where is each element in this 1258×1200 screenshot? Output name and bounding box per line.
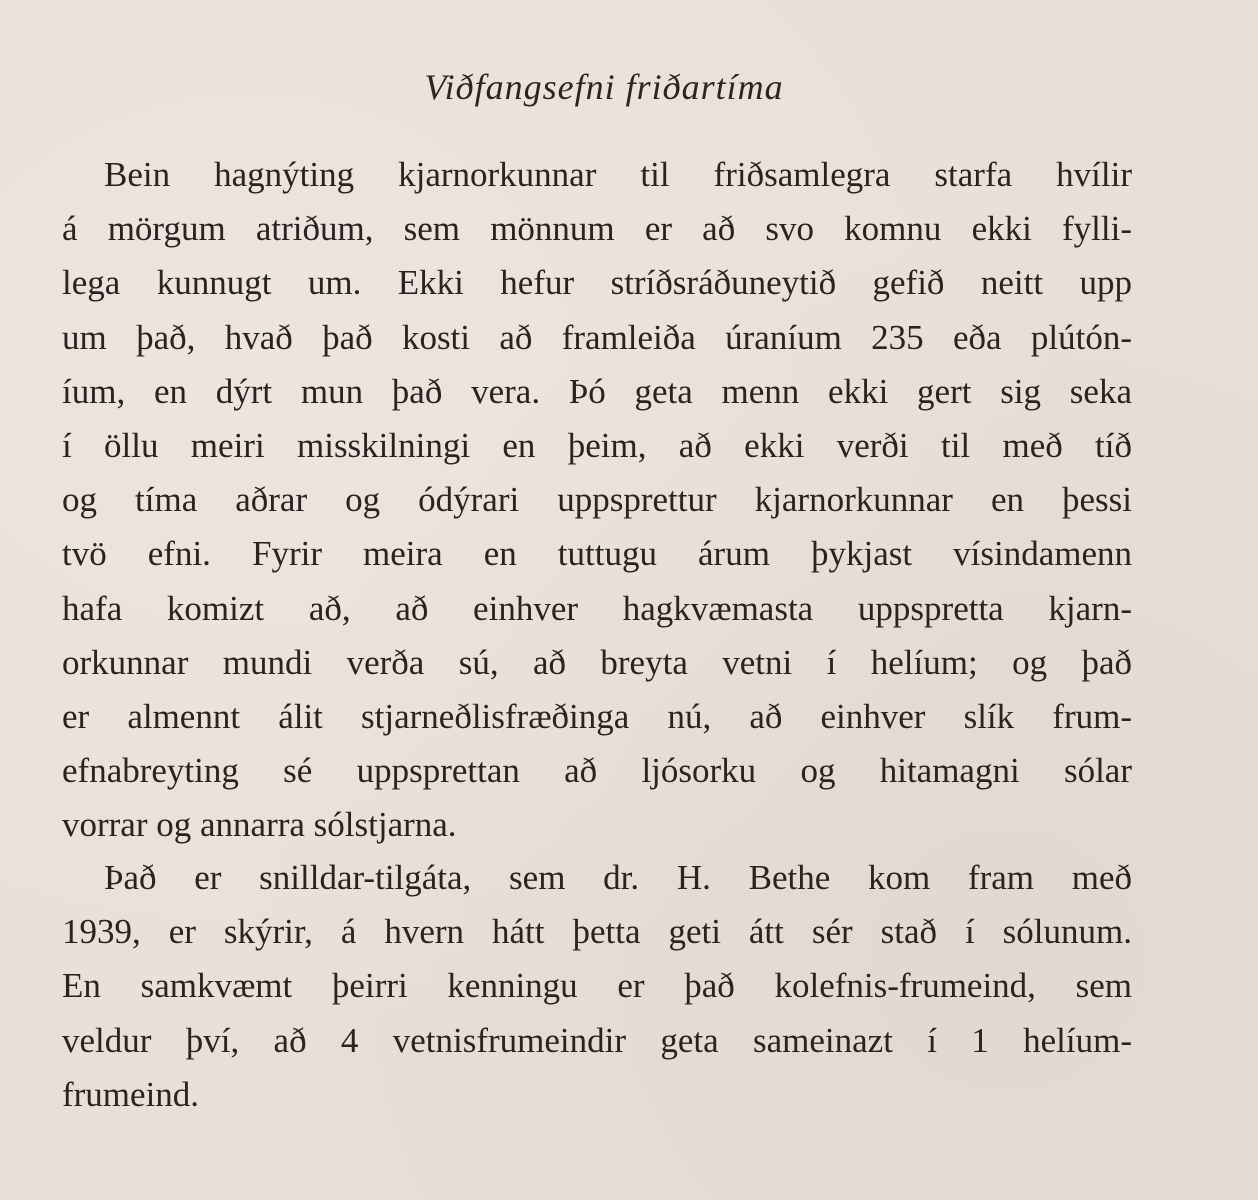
text-line: 1939, er skýrir, á hvern hátt þetta geti átt sér stað í sólunum.	[62, 912, 1132, 952]
text-line: á mörgum atriðum, sem mönnum er að svo komnu ekki fylli-	[62, 209, 1132, 249]
paragraph-2	[62, 851, 1132, 1122]
text-line: veldur því, að 4 vetnisfrumeindir geta sameinazt í 1 helíum-	[62, 1020, 1132, 1060]
text-line: um það, hvað það kosti að framleiða úraníum 235 eða plútón-	[62, 317, 1132, 357]
paragraph-1	[62, 148, 1132, 852]
text-line: En samkvæmt þeirri kenningu er það kolefnis-frumeind, sem	[62, 966, 1132, 1006]
text-line: Bein hagnýting kjarnorkunnar til friðsamlegra starfa hvílir	[104, 155, 1132, 194]
text-line: íum, en dýrt mun það vera. Þó geta menn ekki gert sig seka	[62, 371, 1132, 411]
text-line: er almennt álit stjarneðlisfræðinga nú, að einhver slík frum-	[62, 696, 1132, 736]
text-line: orkunnar mundi verða sú, að breyta vetni í helíum; og það	[62, 642, 1132, 682]
text-line: frumeind.	[62, 1074, 200, 1114]
text-line: Það er snilldar-tilgáta, sem dr. H. Bethe kom fram með	[104, 858, 1132, 897]
text-line: tvö efni. Fyrir meira en tuttugu árum þykjast vísindamenn	[62, 534, 1132, 574]
text-line: og tíma aðrar og ódýrari uppsprettur kjarnorkunnar en þessi	[62, 480, 1132, 520]
section-heading: Viðfangsefni friðartíma	[424, 67, 784, 107]
text-line: efnabreyting sé uppsprettan að ljósorku og hitamagni sólar	[62, 751, 1132, 791]
text-line: lega kunnugt um. Ekki hefur stríðsráðuneytið gefið neitt upp	[62, 263, 1132, 303]
text-line: í öllu meiri misskilningi en þeim, að ekki verði til með tíð	[62, 425, 1132, 465]
text-line: hafa komizt að, að einhver hagkvæmasta uppspretta kjarn-	[62, 588, 1132, 628]
text-line: vorrar og annarra sólstjarna.	[62, 805, 457, 845]
